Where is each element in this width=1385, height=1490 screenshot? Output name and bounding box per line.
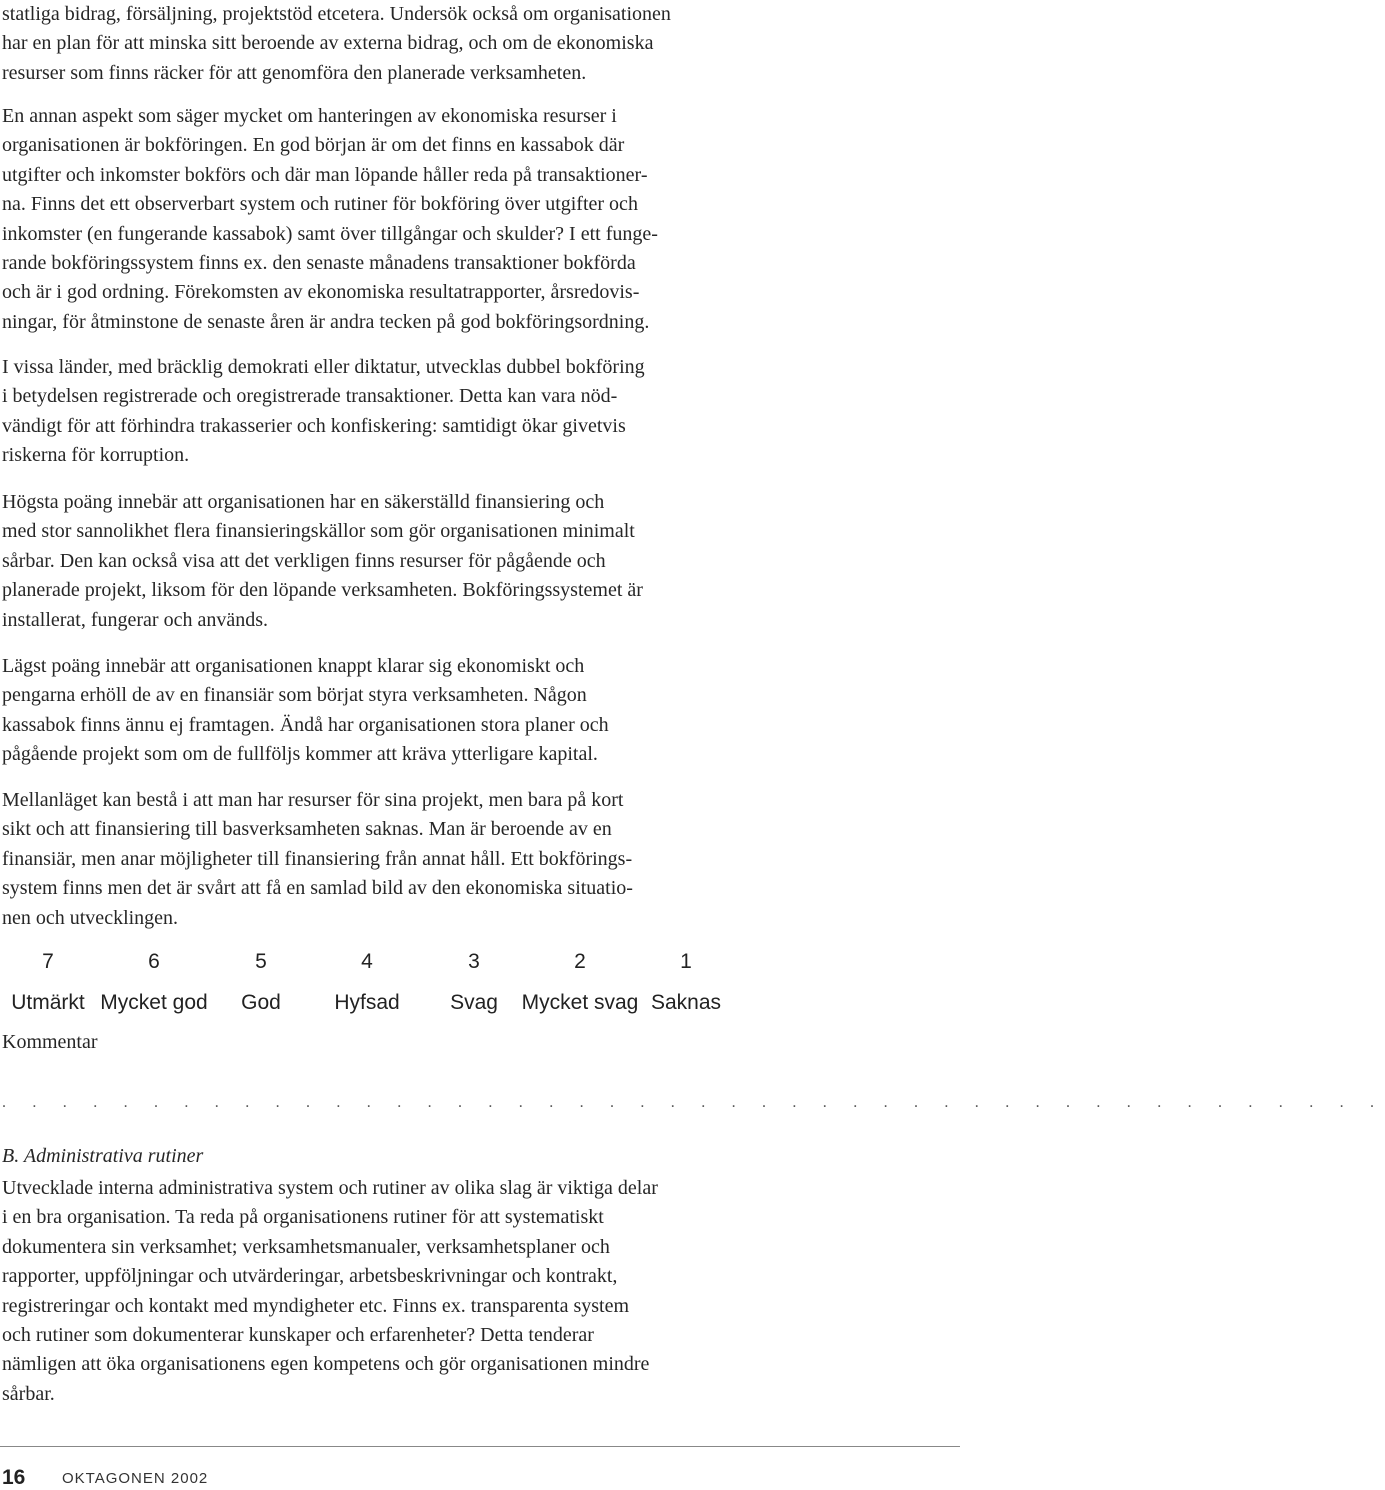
paragraph-administrative-routines bbox=[2, 1174, 746, 1409]
rating-label: God bbox=[241, 991, 281, 1014]
text-line: nämligen att öka organisationens egen kompetens och gör organisationen mindre bbox=[2, 1353, 650, 1376]
text-line: Högsta poäng innebär att organisationen har en säkerställd finansiering och bbox=[2, 491, 605, 513]
publication-name: OKTAGONEN 2002 bbox=[62, 1470, 209, 1487]
text-line: har en plan för att minska sitt beroende av externa bidrag, och om de ekonomiska bbox=[2, 32, 654, 55]
rating-number: 3 bbox=[468, 950, 480, 973]
text-line: organisationen är bokföringen. En god början är om det finns en kassabok där bbox=[2, 134, 625, 157]
text-line: En annan aspekt som säger mycket om hanteringen av ekonomiska resurser i bbox=[2, 105, 617, 127]
text-line: planerade projekt, liksom för den löpande verksamheten. Bokföringssystemet är bbox=[2, 579, 643, 602]
text-line: vändigt för att förhindra trakasserier och konfiskering: samtidigt ökar givetvis bbox=[2, 414, 626, 437]
paragraph-highest-score bbox=[2, 488, 746, 635]
rating-label: Mycket god bbox=[100, 991, 208, 1014]
text-line: sårbar. Den kan också visa att det verkligen finns resurser för pågående och bbox=[2, 549, 606, 572]
rating-label: Saknas bbox=[650, 991, 722, 1014]
text-line: sårbar. bbox=[2, 1382, 55, 1405]
text-line: och rutiner som dokumenterar kunskaper och erfarenheter? Detta tenderar bbox=[2, 1324, 594, 1347]
rating-label: Mycket svag bbox=[521, 991, 639, 1014]
footer-divider bbox=[0, 1446, 960, 1447]
text-line: med stor sannolikhet flera finansieringskällor som gör organisationen minimalt bbox=[2, 520, 635, 543]
paragraph-funding-sources bbox=[2, 0, 746, 88]
text-line: na. Finns det ett observerbart system och rutiner för bokföring över utgifter och bbox=[2, 193, 638, 216]
text-line: pengarna erhöll de av en finansiär som börjat styra verksamheten. Någon bbox=[2, 684, 587, 707]
text-line: sikt och att finansiering till basverksamheten saknas. Man är beroende av en bbox=[2, 818, 612, 841]
comment-label: Kommentar bbox=[2, 1031, 98, 1053]
text-line: installerat, fungerar och används. bbox=[2, 608, 269, 631]
text-line: i en bra organisation. Ta reda på organisationens rutiner för att systematiskt bbox=[2, 1206, 604, 1229]
paragraph-lowest-score bbox=[2, 652, 746, 770]
text-line: rapporter, uppföljningar och utvärderingar, arbetsbeskrivningar och kontrakt, bbox=[2, 1265, 618, 1288]
rating-scale-numbers bbox=[0, 950, 760, 980]
text-line: Utvecklade interna administrativa system och rutiner av olika slag är viktiga delar bbox=[2, 1177, 658, 1199]
paragraph-bookkeeping bbox=[2, 102, 746, 337]
text-line: och är i god ordning. Förekomsten av ekonomiska resultatrapporter, årsredovis- bbox=[2, 281, 640, 304]
rating-number: 2 bbox=[574, 950, 586, 973]
text-line: finansiär, men anar möjligheter till finansiering från annat håll. Ett bokförings- bbox=[2, 847, 633, 870]
text-line: rande bokföringssystem finns ex. den senaste månadens transaktioner bokförda bbox=[2, 252, 636, 275]
text-line: statliga bidrag, försäljning, projektstöd etcetera. Undersök också om organisationen bbox=[2, 3, 671, 25]
text-line: riskerna för korruption. bbox=[2, 444, 190, 467]
page-number: 16 bbox=[2, 1466, 26, 1489]
rating-number: 4 bbox=[361, 950, 373, 973]
text-line: resurser som finns räcker för att genomföra den planerade verksamheten. bbox=[2, 61, 587, 84]
text-line: inkomster (en fungerande kassabok) samt över tillgångar och skulder? I ett funge- bbox=[2, 222, 658, 245]
rating-number: 5 bbox=[255, 950, 267, 973]
text-line: I vissa länder, med bräcklig demokrati eller diktatur, utvecklas dubbel bokföring bbox=[2, 356, 645, 378]
text-line: dokumentera sin verksamhet; verksamhetsmanualer, verksamhetsplaner och bbox=[2, 1235, 610, 1258]
text-line: kassabok finns ännu ej framtagen. Ändå har organisationen stora planer och bbox=[2, 713, 609, 736]
rating-number: 6 bbox=[148, 950, 160, 973]
text-line: pågående projekt som om de fullföljs kommer att kräva ytterligare kapital. bbox=[2, 743, 598, 766]
rating-number: 1 bbox=[680, 950, 692, 973]
rating-label: Svag bbox=[450, 991, 498, 1014]
text-line: ningar, för åtminstone de senaste åren är andra tecken på god bokföringsordning. bbox=[2, 310, 650, 333]
text-line: utgifter och inkomster bokförs och där man löpande håller reda på transaktioner- bbox=[2, 163, 648, 186]
text-line: Lägst poäng innebär att organisationen knappt klarar sig ekonomiskt och bbox=[2, 655, 585, 677]
text-line: Mellanläget kan bestå i att man har resurser för sina projekt, men bara på kort bbox=[2, 789, 624, 811]
text-line: system finns men det är svårt att få en samlad bild av den ekonomiska situatio- bbox=[2, 877, 633, 900]
rating-number: 7 bbox=[42, 950, 54, 973]
text-line: i betydelsen registrerade och oregistrerade transaktioner. Detta kan vara nöd- bbox=[2, 385, 618, 408]
paragraph-double-bookkeeping bbox=[2, 353, 746, 471]
comment-dotted-line: . . . . . . . . . . . . . . . . . . . . . . . . . . . . . . . . . . . . . . . . . . . . . . bbox=[2, 1094, 1385, 1111]
paragraph-middle-score bbox=[2, 786, 746, 933]
rating-label: Hyfsad bbox=[334, 991, 400, 1014]
rating-scale-labels bbox=[0, 991, 760, 1021]
text-line: nen och utvecklingen. bbox=[2, 906, 179, 929]
section-heading: B. Administrativa rutiner bbox=[2, 1145, 204, 1167]
rating-label: Utmärkt bbox=[11, 991, 85, 1014]
text-line: registreringar och kontakt med myndigheter etc. Finns ex. transparenta system bbox=[2, 1294, 630, 1317]
